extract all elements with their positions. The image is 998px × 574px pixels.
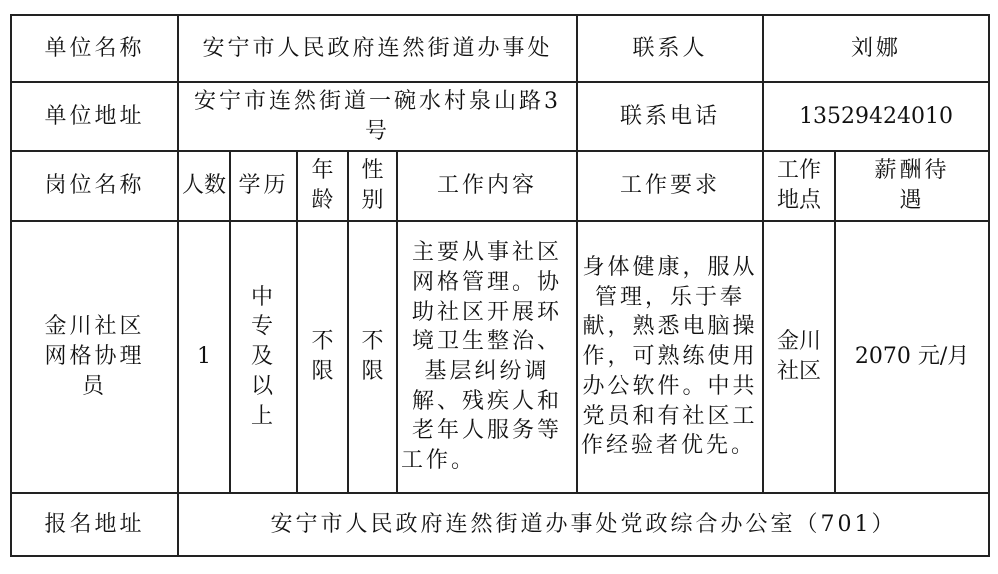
unit-address-value: 安宁市连然街道一碗水村泉山路3号 — [178, 82, 577, 151]
unit-name-value: 安宁市人民政府连然街道办事处 — [178, 15, 577, 82]
header-gender: 性别 — [348, 151, 397, 221]
unit-address-row — [11, 82, 989, 151]
registration-label: 报名地址 — [11, 493, 178, 556]
header-education: 学历 — [230, 151, 297, 221]
header-headcount: 人数 — [178, 151, 230, 221]
job-age: 不限 — [297, 221, 348, 493]
header-salary: 薪酬待遇 — [835, 151, 989, 221]
job-duties: 主要从事社区网格管理。协助社区开展环境卫生整治、基层纠纷调解、残疾人和老年人服务等工作。 — [397, 221, 577, 493]
unit-name-row — [11, 15, 989, 82]
job-headcount: 1 — [178, 221, 230, 493]
job-salary: 2070 元/月 — [835, 221, 989, 493]
header-requirements: 工作要求 — [577, 151, 763, 221]
job-requirements: 身体健康，服从管理，乐于奉献，熟悉电脑操作，可熟练使用办公软件。中共党员和有社区工作经验者优先。 — [577, 221, 763, 493]
job-position-name: 金川社区网格协理员 — [11, 221, 178, 493]
header-duties: 工作内容 — [397, 151, 577, 221]
header-location: 工作地点 — [763, 151, 835, 221]
contact-label: 联系人 — [577, 15, 763, 82]
job-education: 中专及以上 — [230, 221, 297, 493]
unit-name-label: 单位名称 — [11, 15, 178, 82]
registration-value: 安宁市人民政府连然街道办事处党政综合办公室（701） — [178, 493, 989, 556]
job-gender: 不限 — [348, 221, 397, 493]
job-location: 金川社区 — [763, 221, 835, 493]
contact-value: 刘娜 — [763, 15, 989, 82]
job-row — [11, 221, 989, 493]
registration-row — [11, 493, 989, 556]
phone-label: 联系电话 — [577, 82, 763, 151]
unit-address-label: 单位地址 — [11, 82, 178, 151]
recruitment-table-wrapper — [10, 14, 988, 555]
phone-value: 13529424010 — [763, 82, 989, 151]
recruitment-table — [10, 14, 990, 557]
header-row — [11, 151, 989, 221]
header-position-name: 岗位名称 — [11, 151, 178, 221]
header-age: 年龄 — [297, 151, 348, 221]
